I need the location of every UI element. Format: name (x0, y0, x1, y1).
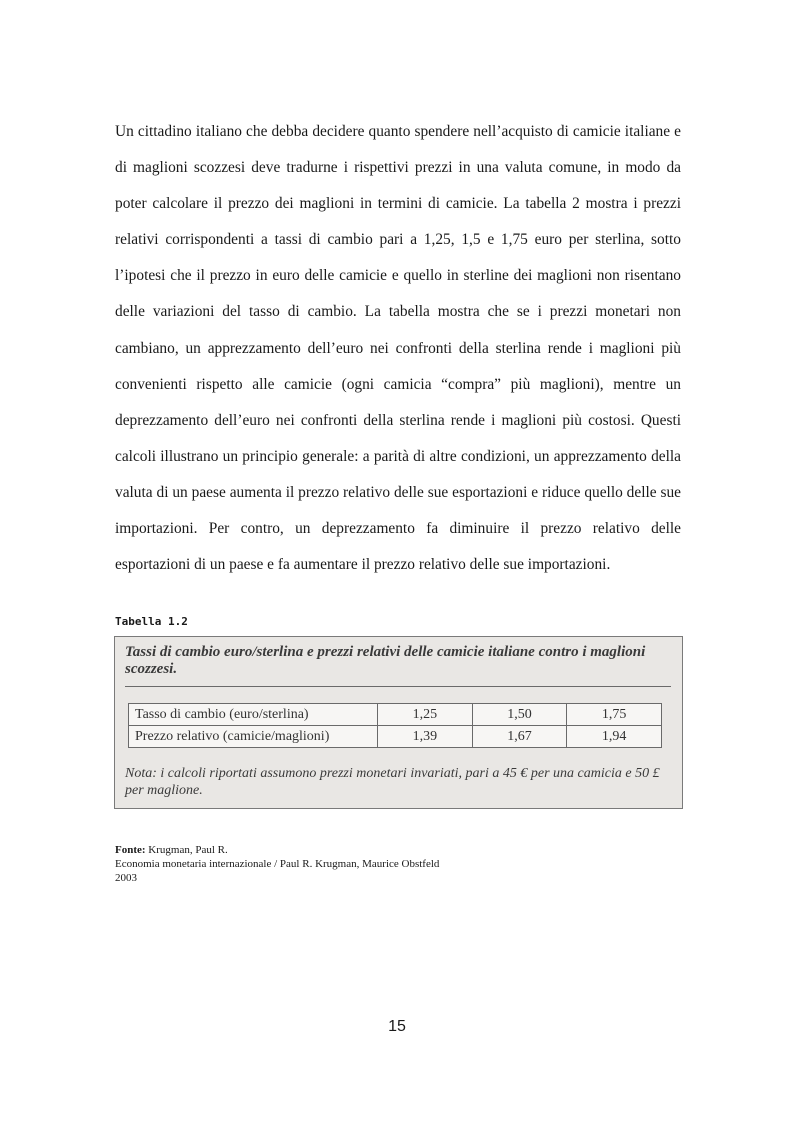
table-row (129, 704, 662, 726)
exchange-rate-table (128, 703, 662, 748)
source-citation (115, 843, 439, 885)
table-cell: 1,39 (378, 726, 473, 748)
source-author-line (115, 843, 439, 857)
table-row (129, 726, 662, 748)
table-caption: Tabella 1.2 (115, 615, 188, 628)
scanned-table-note: Nota: i calcoli riportati assumono prezzi monetari invariati, pari a 45 € per una camicia e 50 £ per maglione. (125, 766, 660, 798)
table-cell: 1,67 (472, 726, 567, 748)
scanned-table-rule (125, 686, 671, 687)
page-number: 15 (388, 1018, 406, 1035)
table-cell: 1,75 (567, 704, 662, 726)
scanned-table-image (114, 636, 683, 809)
table-cell: 1,94 (567, 726, 662, 748)
source-label: Fonte: (115, 844, 146, 856)
source-author: Krugman, Paul R. (148, 844, 228, 856)
source-year: 2003 (115, 872, 137, 884)
table-cell: 1,25 (378, 704, 473, 726)
table-cell: 1,50 (472, 704, 567, 726)
source-title: Economia monetaria internazionale / Paul R. Krugman, Maurice Obstfeld (115, 858, 440, 870)
row-label: Prezzo relativo (camicie/maglioni) (129, 726, 378, 748)
body-paragraph: Un cittadino italiano che debba decidere quanto spendere nell’acquisto di camicie italiane e di maglioni scozzesi deve tradurne i rispettivi prezzi in una valuta comune, in modo da poter calcolare il prezzo dei maglioni in termini di camicie. La tabella 2 mostra i prezzi relativi corrispondenti a tassi di cambio pari a 1,25, 1,5 e 1,75 euro per sterlina, sotto l’ipotesi che il prezzo in euro delle camicie e quello in sterline dei maglioni non risentano delle variazioni del tasso di cambio. La tabella mostra che se i prezzi monetari non cambiano, un apprezzamento dell’euro nei confronti della sterlina rende i maglioni più convenienti rispetto alle camicie (ogni camicia “compra” più maglioni), mentre un deprezzamento dell’euro nei confronti della sterlina rende i maglioni più costosi. Questi calcoli illustrano un principio generale: a parità di altre condizioni, un apprezzamento della valuta di un paese aumenta il prezzo relativo delle sue esportazioni e riduce quello delle sue importazioni. Per contro, un deprezzamento fa diminuire il prezzo relativo delle esportazioni di un paese e fa aumentare il prezzo relativo delle sue importazioni. (115, 123, 681, 574)
scanned-table-title: Tassi di cambio euro/sterlina e prezzi relativi delle camicie italiane contro i maglioni scozzesi. (125, 644, 646, 677)
row-label: Tasso di cambio (euro/sterlina) (129, 704, 378, 726)
